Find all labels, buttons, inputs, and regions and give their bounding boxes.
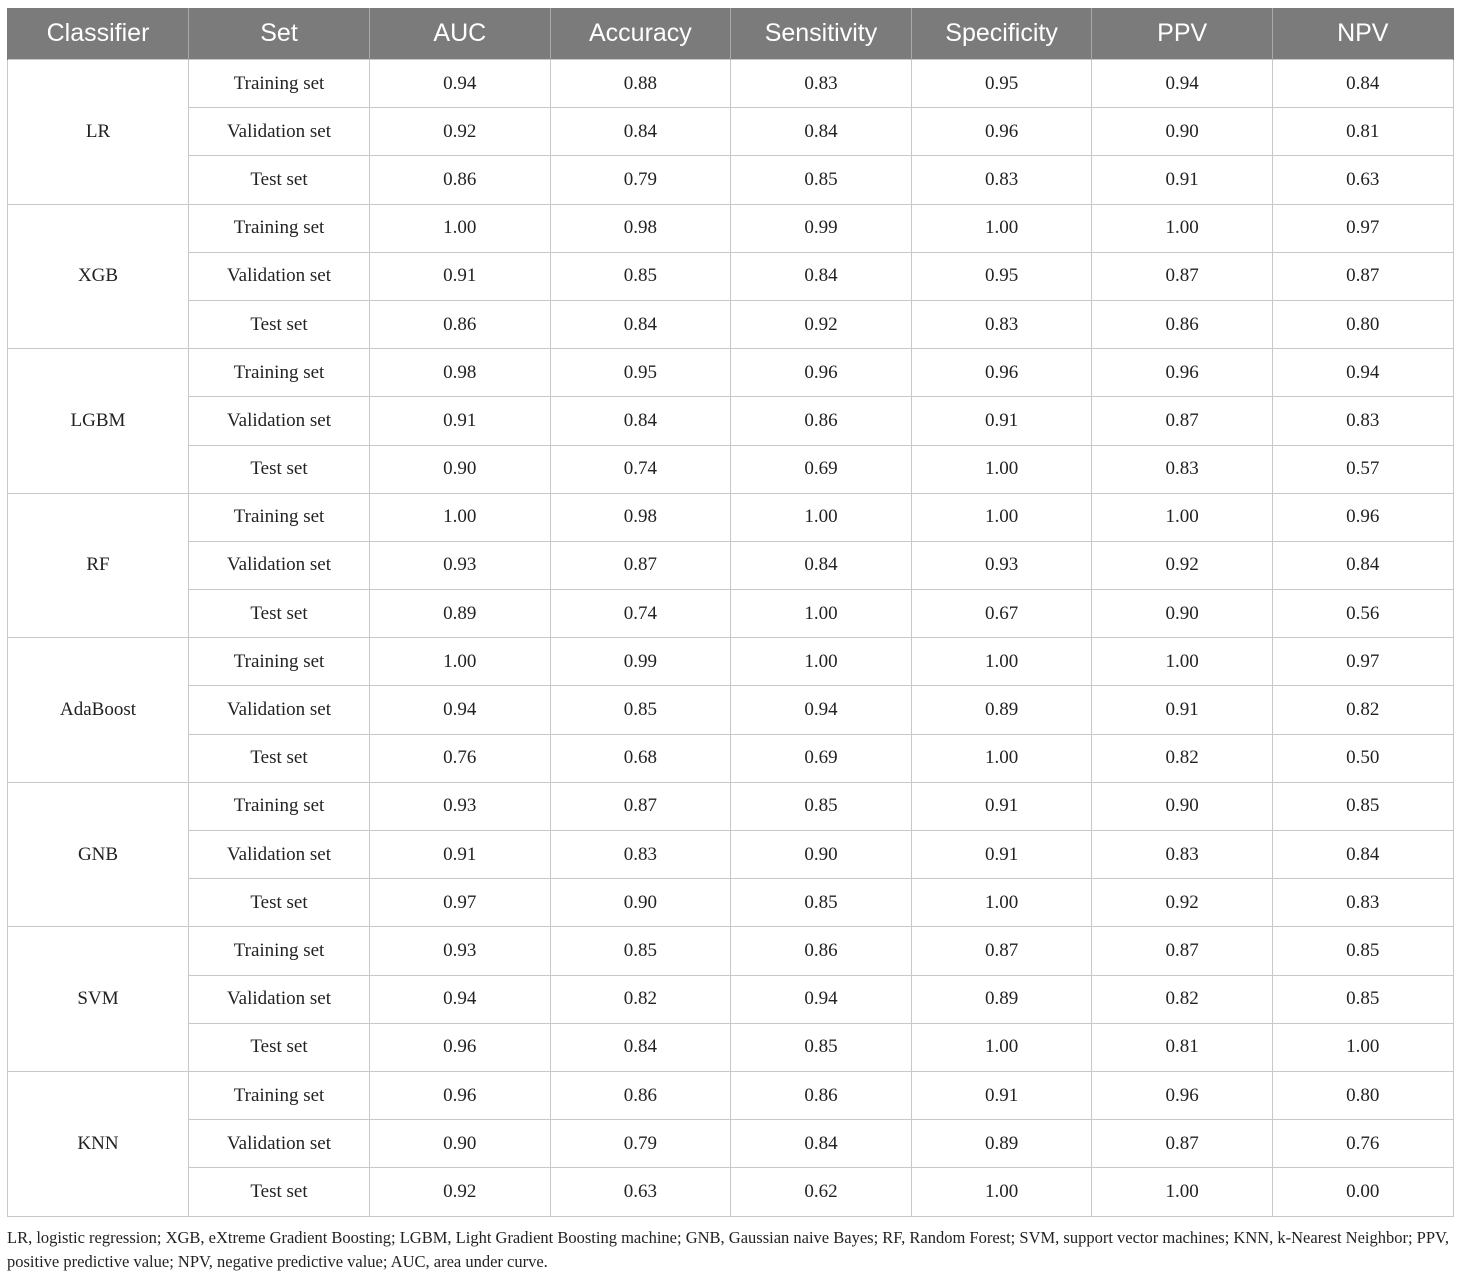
- metric-cell: 0.81: [1272, 108, 1453, 156]
- metric-cell: 0.83: [911, 156, 1092, 204]
- metric-cell: 0.97: [370, 879, 551, 927]
- metric-cell: 0.91: [370, 831, 551, 879]
- header-row: [8, 8, 1454, 60]
- metric-cell: 0.96: [911, 349, 1092, 397]
- table-row: [8, 782, 1454, 830]
- metric-cell: 0.95: [911, 252, 1092, 300]
- metric-cell: 0.79: [550, 156, 731, 204]
- set-cell: Validation set: [189, 108, 370, 156]
- metric-cell: 0.85: [731, 879, 912, 927]
- metric-cell: 0.67: [911, 590, 1092, 638]
- metric-cell: 0.84: [550, 108, 731, 156]
- metric-cell: 0.57: [1272, 445, 1453, 493]
- set-cell: Validation set: [189, 686, 370, 734]
- metric-cell: 0.95: [550, 349, 731, 397]
- set-cell: Test set: [189, 156, 370, 204]
- table-body: [8, 60, 1454, 1217]
- metric-cell: 0.86: [731, 927, 912, 975]
- set-cell: Test set: [189, 734, 370, 782]
- set-cell: Validation set: [189, 831, 370, 879]
- classifier-cell: RF: [8, 493, 189, 638]
- metric-cell: 0.85: [1272, 927, 1453, 975]
- table-row: [8, 541, 1454, 589]
- metric-cell: 1.00: [370, 638, 551, 686]
- metric-cell: 0.87: [1092, 1120, 1273, 1168]
- metric-cell: 0.84: [731, 108, 912, 156]
- metric-cell: 0.87: [911, 927, 1092, 975]
- table-row: [8, 493, 1454, 541]
- metric-cell: 1.00: [911, 638, 1092, 686]
- metric-cell: 0.90: [370, 1120, 551, 1168]
- metric-cell: 1.00: [370, 204, 551, 252]
- metric-cell: 0.85: [731, 156, 912, 204]
- classifier-cell: XGB: [8, 204, 189, 349]
- metric-cell: 0.83: [1092, 831, 1273, 879]
- column-header-ppv: PPV: [1092, 8, 1273, 60]
- metric-cell: 0.91: [911, 831, 1092, 879]
- metric-cell: 0.63: [550, 1168, 731, 1216]
- metric-cell: 0.98: [550, 204, 731, 252]
- classifier-cell: KNN: [8, 1071, 189, 1216]
- table-row: [8, 879, 1454, 927]
- metric-cell: 0.83: [1272, 879, 1453, 927]
- table-row: [8, 1168, 1454, 1216]
- metric-cell: 0.99: [550, 638, 731, 686]
- metric-cell: 0.87: [550, 782, 731, 830]
- metric-cell: 0.94: [370, 686, 551, 734]
- metric-cell: 0.74: [550, 590, 731, 638]
- classifier-performance-table: [7, 8, 1454, 1217]
- set-cell: Training set: [189, 204, 370, 252]
- metric-cell: 1.00: [1092, 204, 1273, 252]
- table-header: [8, 8, 1454, 60]
- column-header-set: Set: [189, 8, 370, 60]
- metric-cell: 0.85: [550, 927, 731, 975]
- metric-cell: 0.90: [370, 445, 551, 493]
- metric-cell: 0.94: [731, 686, 912, 734]
- metric-cell: 0.84: [731, 541, 912, 589]
- metric-cell: 0.68: [550, 734, 731, 782]
- set-cell: Training set: [189, 349, 370, 397]
- table-footnote: LR, logistic regression; XGB, eXtreme Gradient Boosting; LGBM, Light Gradient Boosting machine; GNB, Gaussian naive Bayes; RF, Random Forest; SVM, support vector machines; KNN, k-Nearest Neighbor; PPV, positive predictive value; NPV, negative predictive value; AUC, area under curve.: [7, 1228, 1449, 1271]
- metric-cell: 1.00: [911, 445, 1092, 493]
- metric-cell: 0.96: [1272, 493, 1453, 541]
- metric-cell: 0.96: [1092, 1071, 1273, 1119]
- metric-cell: 0.85: [1272, 782, 1453, 830]
- set-cell: Test set: [189, 445, 370, 493]
- metric-cell: 0.82: [1092, 975, 1273, 1023]
- set-cell: Training set: [189, 927, 370, 975]
- metric-cell: 0.92: [1092, 879, 1273, 927]
- metric-cell: 0.84: [550, 300, 731, 348]
- set-cell: Training set: [189, 638, 370, 686]
- column-header-classifier: Classifier: [8, 8, 189, 60]
- metric-cell: 1.00: [731, 493, 912, 541]
- metric-cell: 0.50: [1272, 734, 1453, 782]
- metric-cell: 0.84: [550, 397, 731, 445]
- metric-cell: 0.95: [911, 60, 1092, 108]
- metric-cell: 0.84: [731, 1120, 912, 1168]
- table-row: [8, 397, 1454, 445]
- metric-cell: 0.82: [1092, 734, 1273, 782]
- set-cell: Validation set: [189, 975, 370, 1023]
- column-header-sensitivity: Sensitivity: [731, 8, 912, 60]
- metric-cell: 0.91: [1092, 156, 1273, 204]
- table-row: [8, 349, 1454, 397]
- metric-cell: 0.92: [731, 300, 912, 348]
- set-cell: Test set: [189, 590, 370, 638]
- metric-cell: 0.94: [370, 975, 551, 1023]
- table-row: [8, 734, 1454, 782]
- metric-cell: 1.00: [370, 493, 551, 541]
- table-row: [8, 831, 1454, 879]
- metric-cell: 0.93: [370, 782, 551, 830]
- metric-cell: 0.80: [1272, 300, 1453, 348]
- set-cell: Training set: [189, 60, 370, 108]
- metric-cell: 0.85: [550, 252, 731, 300]
- metric-cell: 0.88: [550, 60, 731, 108]
- metric-cell: 0.85: [1272, 975, 1453, 1023]
- metric-cell: 0.00: [1272, 1168, 1453, 1216]
- metric-cell: 0.90: [550, 879, 731, 927]
- table-row: [8, 156, 1454, 204]
- metric-cell: 0.83: [1272, 397, 1453, 445]
- metric-cell: 0.89: [911, 1120, 1092, 1168]
- metric-cell: 0.82: [1272, 686, 1453, 734]
- table-row: [8, 300, 1454, 348]
- metric-cell: 0.90: [1092, 782, 1273, 830]
- metric-cell: 0.85: [550, 686, 731, 734]
- metric-cell: 0.89: [370, 590, 551, 638]
- metric-cell: 0.92: [1092, 541, 1273, 589]
- metric-cell: 0.79: [550, 1120, 731, 1168]
- metric-cell: 1.00: [1272, 1023, 1453, 1071]
- metric-cell: 0.86: [1092, 300, 1273, 348]
- classifier-cell: GNB: [8, 782, 189, 927]
- table-row: [8, 686, 1454, 734]
- metric-cell: 0.90: [731, 831, 912, 879]
- metric-cell: 0.86: [550, 1071, 731, 1119]
- metric-cell: 0.83: [731, 60, 912, 108]
- metric-cell: 0.98: [370, 349, 551, 397]
- metric-cell: 0.98: [550, 493, 731, 541]
- metric-cell: 0.87: [1092, 397, 1273, 445]
- metric-cell: 1.00: [1092, 1168, 1273, 1216]
- classifier-cell: SVM: [8, 927, 189, 1072]
- metric-cell: 0.80: [1272, 1071, 1453, 1119]
- metric-cell: 1.00: [1092, 638, 1273, 686]
- metric-cell: 0.94: [370, 60, 551, 108]
- metric-cell: 0.62: [731, 1168, 912, 1216]
- table-row: [8, 445, 1454, 493]
- set-cell: Validation set: [189, 397, 370, 445]
- set-cell: Validation set: [189, 541, 370, 589]
- metric-cell: 0.87: [550, 541, 731, 589]
- metric-cell: 0.94: [1092, 60, 1273, 108]
- metric-cell: 0.90: [1092, 590, 1273, 638]
- set-cell: Test set: [189, 879, 370, 927]
- set-cell: Training set: [189, 1071, 370, 1119]
- metric-cell: 0.94: [1272, 349, 1453, 397]
- set-cell: Validation set: [189, 252, 370, 300]
- metric-cell: 0.96: [731, 349, 912, 397]
- metric-cell: 0.76: [1272, 1120, 1453, 1168]
- metric-cell: 0.87: [1272, 252, 1453, 300]
- metric-cell: 0.96: [370, 1071, 551, 1119]
- table-row: [8, 204, 1454, 252]
- metric-cell: 0.63: [1272, 156, 1453, 204]
- table-row: [8, 975, 1454, 1023]
- table-row: [8, 1023, 1454, 1071]
- metric-cell: 0.91: [1092, 686, 1273, 734]
- set-cell: Test set: [189, 1168, 370, 1216]
- table-row: [8, 108, 1454, 156]
- set-cell: Validation set: [189, 1120, 370, 1168]
- set-cell: Training set: [189, 782, 370, 830]
- metric-cell: 0.97: [1272, 204, 1453, 252]
- classifier-cell: AdaBoost: [8, 638, 189, 783]
- metric-cell: 0.82: [550, 975, 731, 1023]
- metric-cell: 0.91: [370, 252, 551, 300]
- metric-cell: 0.76: [370, 734, 551, 782]
- metric-cell: 0.84: [550, 1023, 731, 1071]
- metric-cell: 0.91: [911, 1071, 1092, 1119]
- classifier-cell: LGBM: [8, 349, 189, 494]
- metric-cell: 0.69: [731, 445, 912, 493]
- set-cell: Test set: [189, 1023, 370, 1071]
- metric-cell: 0.93: [370, 927, 551, 975]
- metric-cell: 0.56: [1272, 590, 1453, 638]
- table-row: [8, 252, 1454, 300]
- metric-cell: 0.81: [1092, 1023, 1273, 1071]
- table-row: [8, 927, 1454, 975]
- metric-cell: 0.85: [731, 1023, 912, 1071]
- metric-cell: 1.00: [911, 204, 1092, 252]
- metric-cell: 0.69: [731, 734, 912, 782]
- metric-cell: 0.90: [1092, 108, 1273, 156]
- table-row: [8, 590, 1454, 638]
- metric-cell: 1.00: [1092, 493, 1273, 541]
- metric-cell: 1.00: [911, 1168, 1092, 1216]
- metric-cell: 0.83: [1092, 445, 1273, 493]
- metric-cell: 0.84: [1272, 541, 1453, 589]
- metric-cell: 0.93: [911, 541, 1092, 589]
- metric-cell: 0.86: [370, 156, 551, 204]
- metric-cell: 0.83: [911, 300, 1092, 348]
- metric-cell: 0.84: [1272, 831, 1453, 879]
- metric-cell: 0.89: [911, 975, 1092, 1023]
- metric-cell: 0.96: [370, 1023, 551, 1071]
- metric-cell: 0.91: [911, 397, 1092, 445]
- metric-cell: 0.92: [370, 108, 551, 156]
- metric-cell: 1.00: [911, 1023, 1092, 1071]
- table-row: [8, 638, 1454, 686]
- metric-cell: 0.84: [1272, 60, 1453, 108]
- column-header-specificity: Specificity: [911, 8, 1092, 60]
- metric-cell: 0.93: [370, 541, 551, 589]
- metric-cell: 1.00: [911, 734, 1092, 782]
- metric-cell: 0.74: [550, 445, 731, 493]
- table-row: [8, 60, 1454, 108]
- metric-cell: 0.91: [370, 397, 551, 445]
- metric-cell: 1.00: [731, 590, 912, 638]
- metric-cell: 0.94: [731, 975, 912, 1023]
- column-header-auc: AUC: [370, 8, 551, 60]
- metric-cell: 0.87: [1092, 252, 1273, 300]
- metric-cell: 1.00: [731, 638, 912, 686]
- metric-cell: 0.86: [370, 300, 551, 348]
- set-cell: Training set: [189, 493, 370, 541]
- table-row: [8, 1071, 1454, 1119]
- metric-cell: 0.87: [1092, 927, 1273, 975]
- metric-cell: 0.92: [370, 1168, 551, 1216]
- metric-cell: 0.97: [1272, 638, 1453, 686]
- table-row: [8, 1120, 1454, 1168]
- metric-cell: 0.91: [911, 782, 1092, 830]
- set-cell: Test set: [189, 300, 370, 348]
- metric-cell: 1.00: [911, 493, 1092, 541]
- metric-cell: 1.00: [911, 879, 1092, 927]
- metric-cell: 0.99: [731, 204, 912, 252]
- results-table-container: [7, 8, 1453, 1217]
- classifier-cell: LR: [8, 60, 189, 205]
- column-header-npv: NPV: [1272, 8, 1453, 60]
- metric-cell: 0.83: [550, 831, 731, 879]
- column-header-accuracy: Accuracy: [550, 8, 731, 60]
- metric-cell: 0.84: [731, 252, 912, 300]
- metric-cell: 0.86: [731, 1071, 912, 1119]
- metric-cell: 0.85: [731, 782, 912, 830]
- metric-cell: 0.89: [911, 686, 1092, 734]
- metric-cell: 0.96: [1092, 349, 1273, 397]
- metric-cell: 0.86: [731, 397, 912, 445]
- metric-cell: 0.96: [911, 108, 1092, 156]
